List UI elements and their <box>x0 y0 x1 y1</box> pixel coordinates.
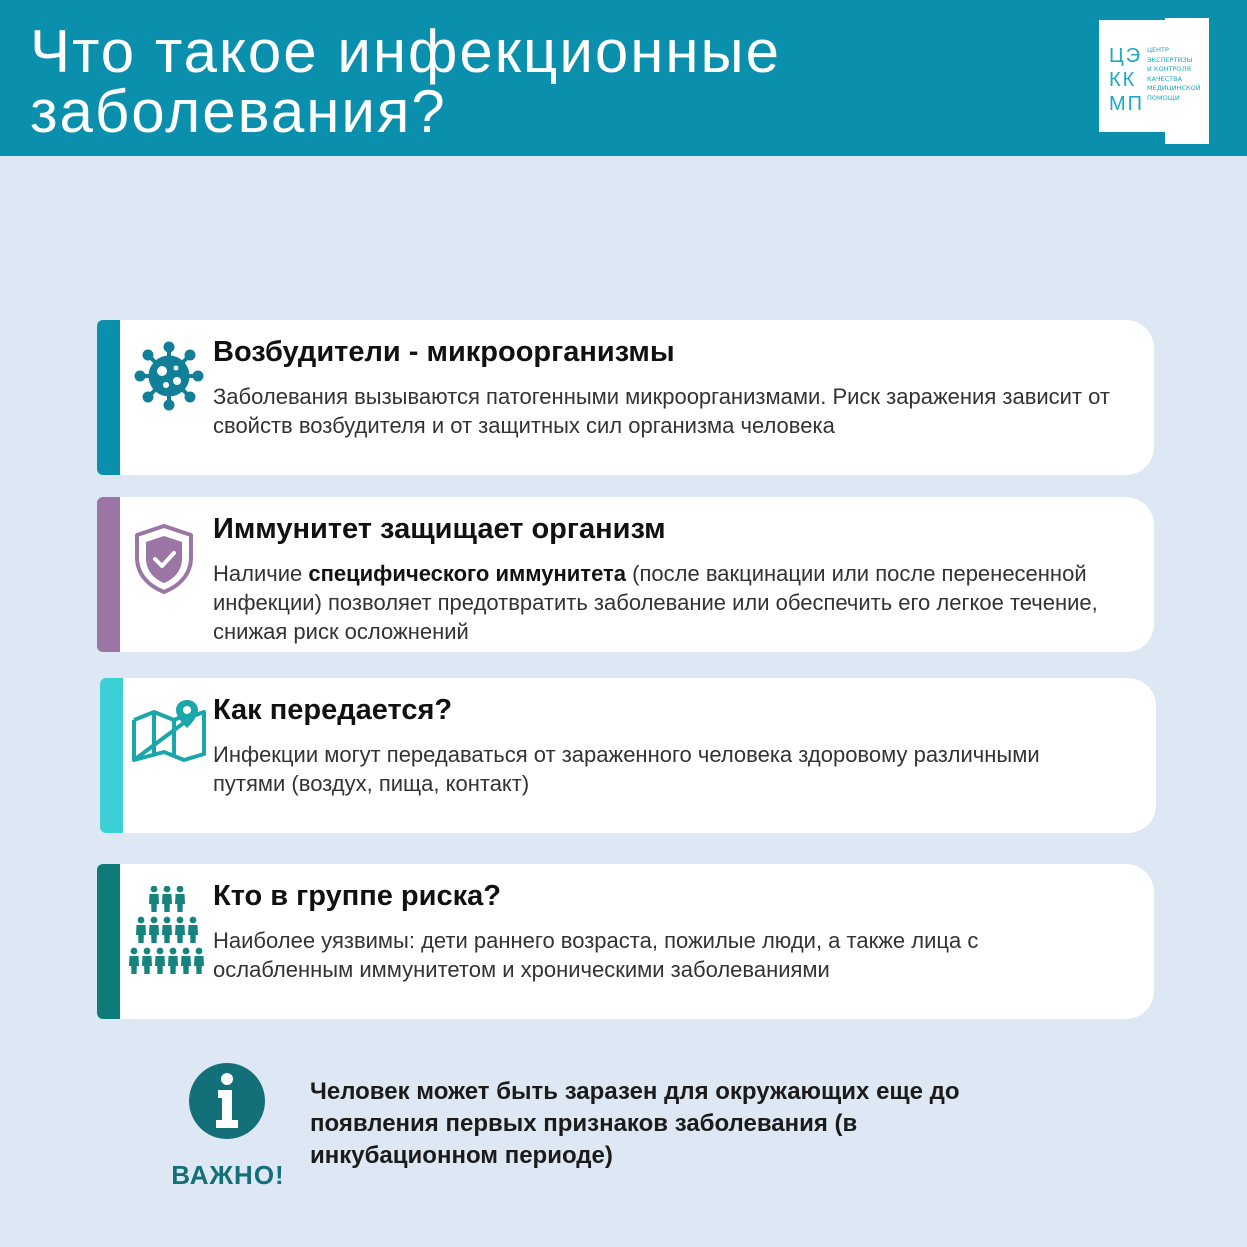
logo-small-line: ЭКСПЕРТИЗЫ <box>1147 55 1193 64</box>
organization-logo <box>1099 18 1209 144</box>
card-title: Возбудители - микроорганизмы <box>213 336 675 368</box>
page-title-line2: заболевания? <box>30 78 447 145</box>
logo-small-line: ПОМОЩИ <box>1147 93 1180 102</box>
card-title: Как передается? <box>213 694 453 726</box>
important-note-text: Человек может быть заразен для окружающих еще до появления первых признаков заболевания (в инкубационном периоде) <box>310 1078 960 1169</box>
virus-icon <box>133 340 205 412</box>
card-text <box>213 559 1113 646</box>
info-card-transmission <box>100 678 1156 833</box>
card-title: Кто в группе риска? <box>213 880 501 912</box>
page-title <box>30 18 1030 145</box>
info-card-pathogens <box>97 320 1154 475</box>
card-text-emphasis: специфического иммунитета <box>308 561 627 586</box>
logo-small-line: ЦЕНТР <box>1147 46 1169 54</box>
card-accent-stripe <box>97 864 120 1019</box>
logo-letters-line: МП <box>1109 93 1145 115</box>
card-accent-stripe <box>100 678 123 833</box>
card-title: Иммунитет защищает организм <box>213 513 666 545</box>
header-banner <box>0 0 1247 156</box>
card-text-end: (после вакцинации или после перенесенной инфекции) позволяет предотвратить заболевание или обеспечить его легкое течение, снижая риск осложнений <box>213 561 1098 644</box>
people-group-icon <box>127 886 207 978</box>
logo-letters <box>1109 44 1144 116</box>
info-card-risk-group <box>97 864 1154 1019</box>
card-accent-stripe <box>97 497 120 652</box>
card-text: Инфекции могут передаваться от зараженного человека здоровому различными путями (воздух, пища, контакт) <box>213 742 1040 796</box>
logo-small-line: И КОНТРОЛЯ <box>1147 65 1191 74</box>
info-icon <box>188 1062 266 1140</box>
map-pin-icon <box>131 698 207 762</box>
logo-letters-line: ЦЭ <box>1109 45 1143 67</box>
shield-check-icon <box>133 523 195 595</box>
logo-small-text <box>1147 46 1201 104</box>
card-text-start: Наличие <box>213 561 309 586</box>
logo-letters-line: КК <box>1109 69 1137 91</box>
logo-small-line: МЕДИЦИНСКОЙ <box>1147 84 1201 93</box>
card-text: Заболевания вызываются патогенными микроорганизмами. Риск заражения зависит от свойств возбудителя и от защитных сил организма человека <box>213 384 1110 438</box>
logo-small-line: КАЧЕСТВА <box>1147 74 1183 83</box>
card-accent-stripe <box>97 320 120 475</box>
page-title-line1: Что такое инфекционные <box>30 18 781 85</box>
info-card-immunity <box>97 497 1154 652</box>
card-text: Наиболее уязвимы: дети раннего возраста, пожилые люди, а также лица с ослабленным иммунитетом и хроническими заболеваниями <box>213 928 979 982</box>
important-label: ВАЖНО! <box>171 1160 285 1190</box>
